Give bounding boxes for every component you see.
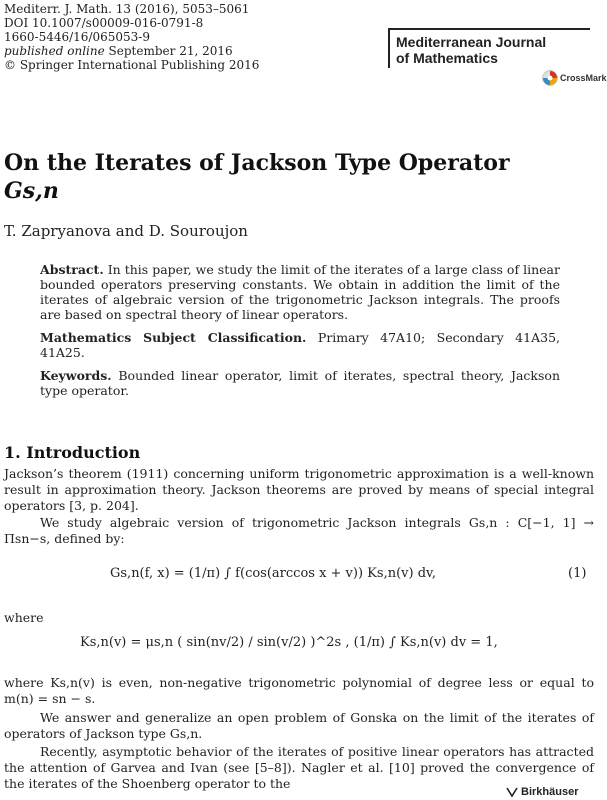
journal-name-line1: Mediterranean Journal: [396, 34, 547, 50]
keywords-label: Keywords.: [40, 368, 112, 383]
issn-line: 1660-5446/16/065053-9: [4, 30, 150, 44]
msc-label: Mathematics Subject Classification.: [40, 330, 307, 345]
birkhauser-icon: [506, 786, 518, 798]
abstract-paragraph: [40, 262, 560, 322]
paragraph-5: Recently, asymptotic behavior of the iterates of positive linear operators has attracted the attention of Garvea and Ivan (see [5–8]). Nagler et al. [10] proved the convergence of the iterates of the Shoenberg operator to the: [4, 744, 594, 791]
published-line: [4, 44, 259, 58]
publisher-logo: [506, 786, 578, 798]
published-date: September 21, 2016: [108, 44, 233, 58]
copyright-line: © Springer International Publishing 2016: [4, 58, 260, 72]
journal-name: [396, 34, 546, 66]
crossmark-badge[interactable]: [542, 70, 607, 86]
paragraph-2: We study algebraic version of trigonometric Jackson integrals Gs,n : C[−1, 1] → Πsn−s, defined by:: [4, 515, 594, 546]
published-label: published online: [4, 44, 105, 58]
section-heading: 1. Introduction: [4, 443, 141, 462]
journal-name-line2: of Mathematics: [396, 50, 498, 66]
article-metadata: [4, 2, 259, 72]
doi-line: DOI 10.1007/s00009-016-0791-8: [4, 16, 204, 30]
abstract-block: [40, 262, 560, 406]
crossmark-label: CrossMark: [560, 73, 607, 83]
equation-1: Gs,n(f, x) = (1/π) ∫ f(cos(arccos x + v)) Ks,n(v) dv,: [110, 566, 436, 581]
abstract-text: In this paper, we study the limit of the iterates of a large class of linear bounded operators preserving constants. We obtain in addition the limit of the iterates of algebraic version of the trigonometric Jackson integrals. The proofs are based on spectral theory of linear operators.: [40, 262, 560, 322]
equation-1-number: (1): [568, 566, 587, 581]
keywords-text: Bounded linear operator, limit of iterates, spectral theory, Jackson type operator.: [40, 368, 560, 398]
paragraph-4: We answer and generalize an open problem of Gonska on the limit of the iterates of operators of Jackson type Gs,n.: [4, 710, 594, 741]
publisher-name: Birkhäuser: [521, 786, 579, 798]
paper-authors: T. Zapryanova and D. Souroujon: [4, 222, 248, 240]
citation-line: Mediterr. J. Math. 13 (2016), 5053–5061: [4, 2, 250, 16]
equation-2: Ks,n(v) = μs,n ( sin(nv/2) / sin(v/2) )^2s , (1/π) ∫ Ks,n(v) dv = 1,: [80, 635, 498, 650]
msc-text: Primary 47A10; Secondary 41A35, 41A25.: [40, 330, 560, 360]
keywords-paragraph: [40, 368, 560, 398]
paper-title: On the Iterates of Jackson Type Operator: [4, 150, 510, 176]
where-label: where: [4, 610, 44, 625]
abstract-label: Abstract.: [40, 262, 104, 277]
paragraph-1: Jackson’s theorem (1911) concerning uniform trigonometric approximation is a well-known result in approximation theory. Jackson theorems are proved by means of special integral operators [3, p. 204].: [4, 466, 594, 513]
crossmark-icon: [542, 70, 558, 86]
msc-paragraph: [40, 330, 560, 360]
paragraph-3: where Ks,n(v) is even, non-negative trigonometric polynomial of degree less or equal to m(n) = sn − s.: [4, 675, 594, 706]
paper-title-symbol: Gs,n: [4, 178, 59, 204]
